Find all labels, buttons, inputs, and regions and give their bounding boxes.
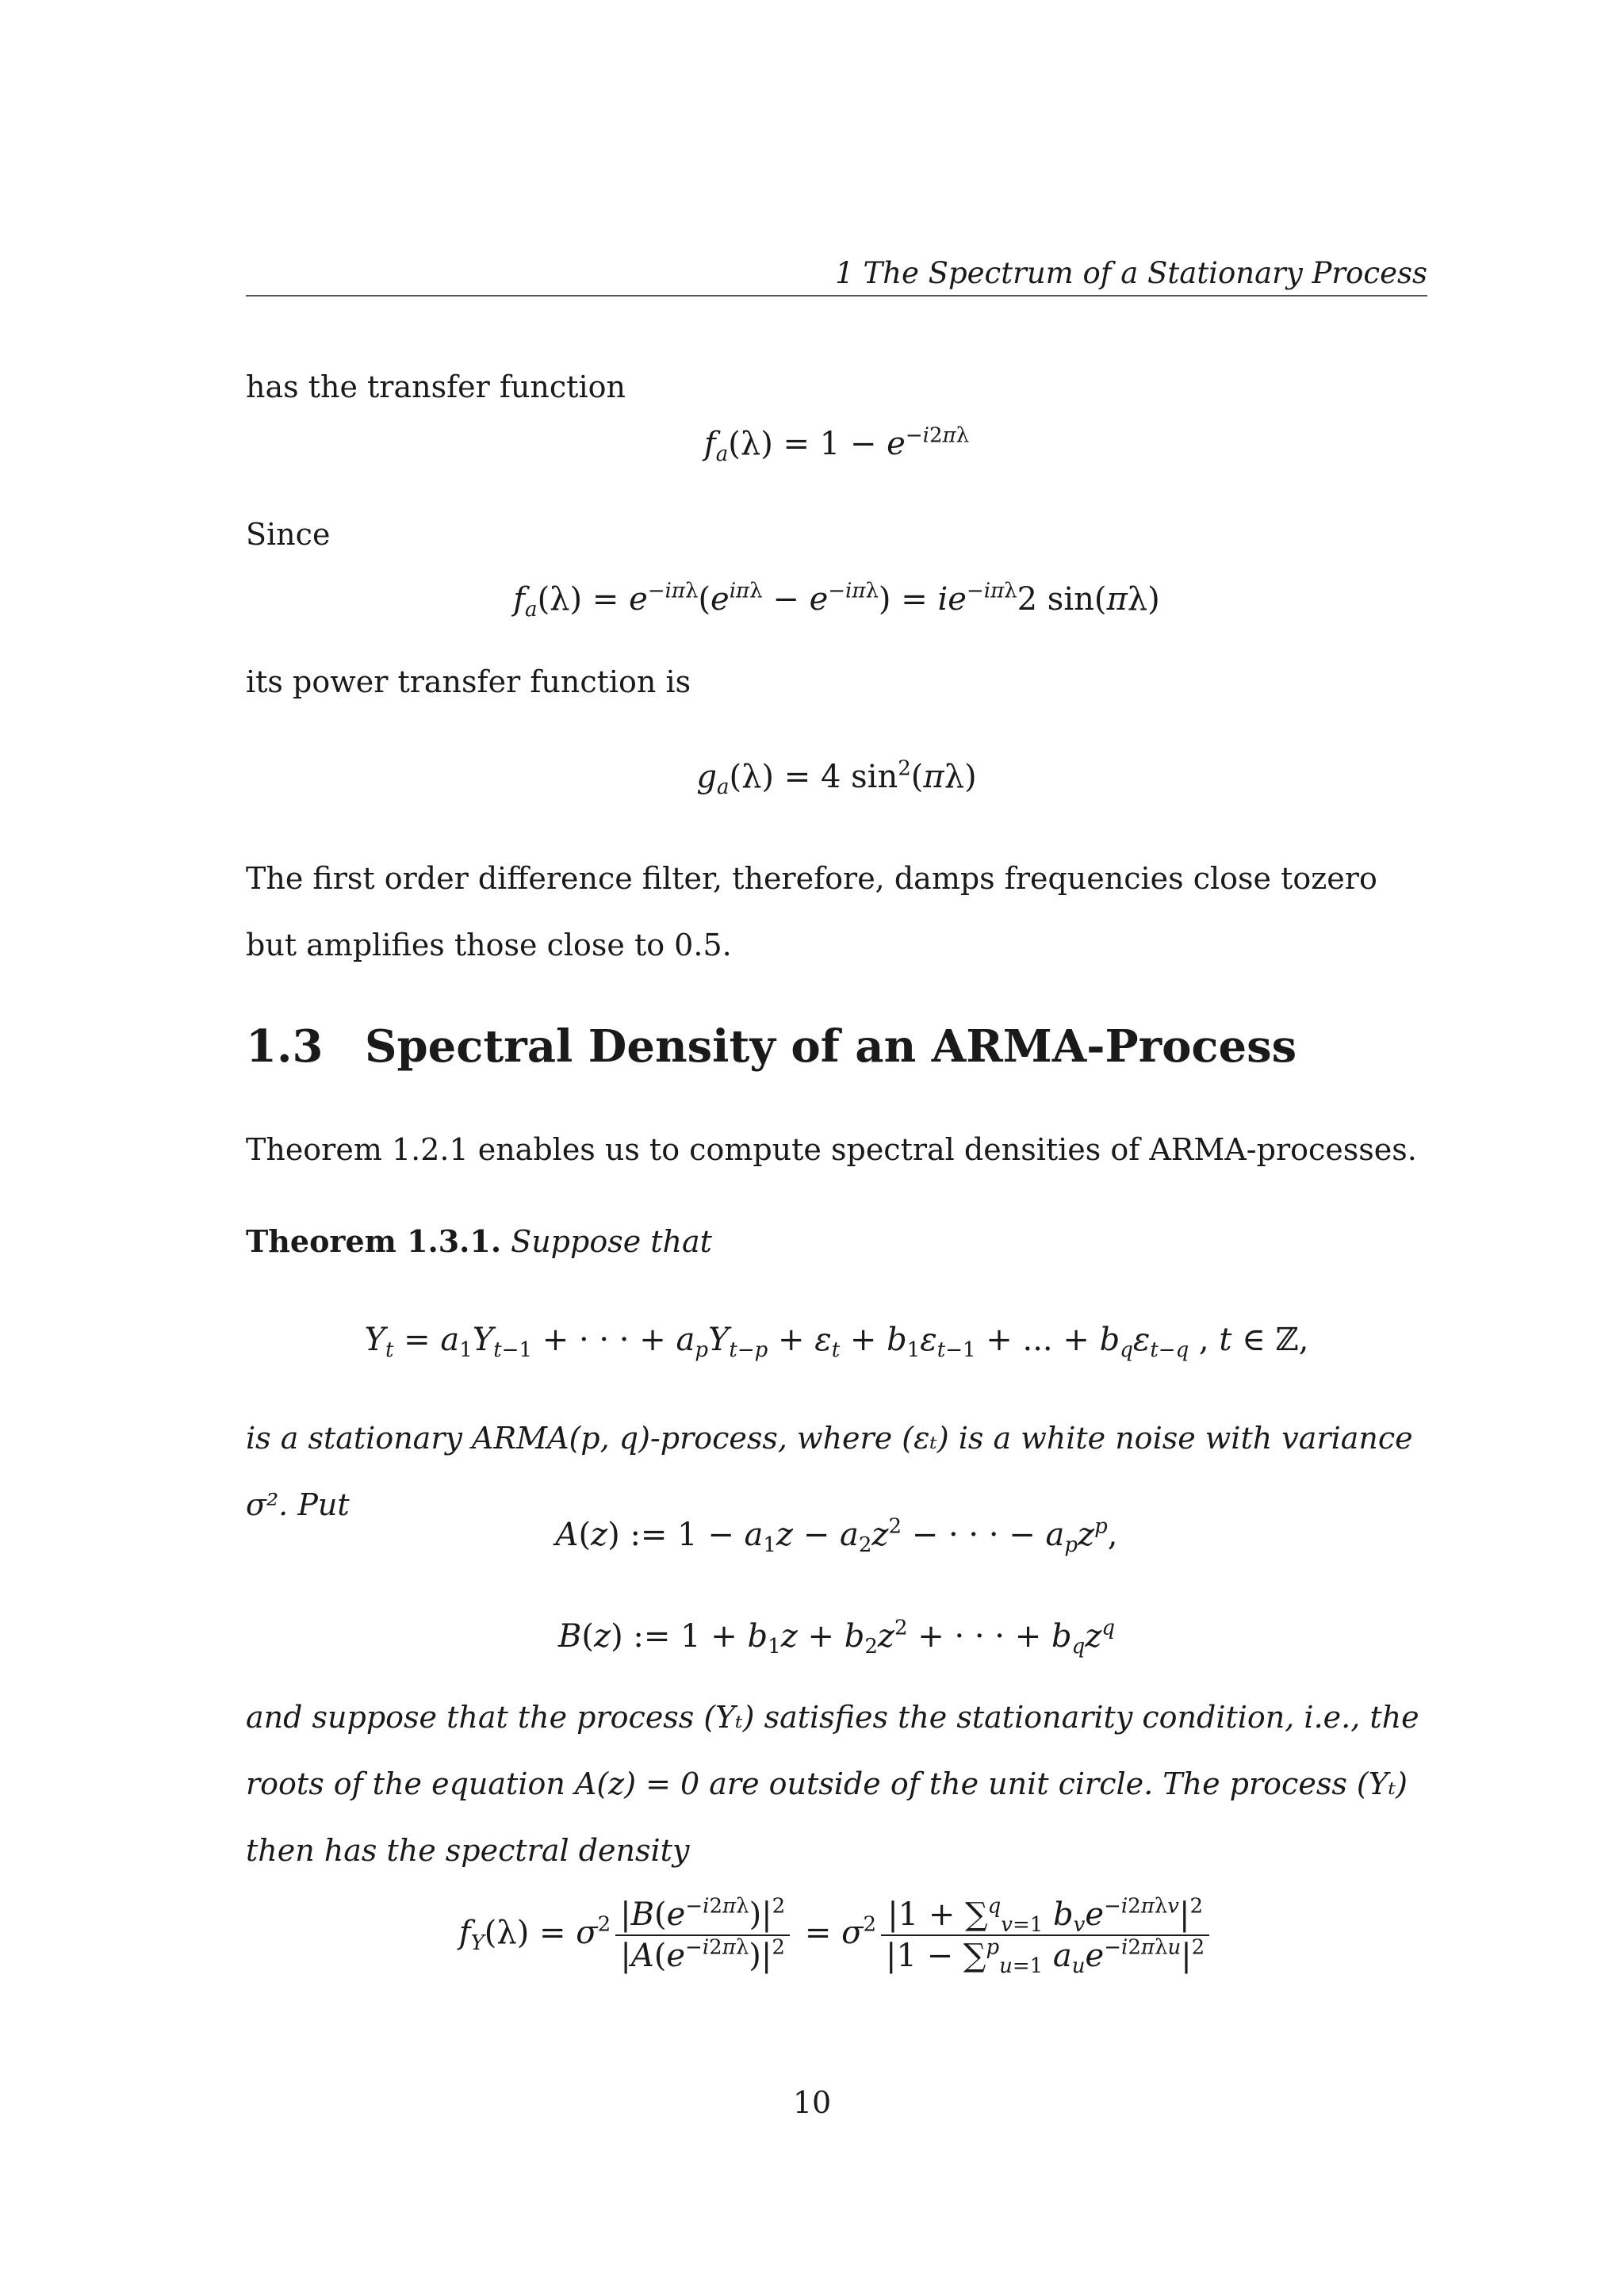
text-since: Since: [246, 517, 331, 552]
text-transfer-function: has the transfer function: [246, 369, 626, 404]
theorem-text-after-arma: is a stationary ARMA(p, q)-process, where (εₜ) is a white noise with variance σ². Put: [246, 1421, 1413, 1522]
theorem-label: Theorem 1.3.1.: [246, 1223, 502, 1259]
equation-arma: $Y_t = a_1Y_{t-1}$ + · · · + $a_pY_{t-p} + \varepsilon_t + b_1\varepsilon_{t-1}$ + ... + $b_q\varepsilon_{t-q}$ , t ∈ ℤ,: [364, 1322, 1309, 1362]
fraction-B-over-A: $\frac{|B(e^{-i2\pi\lambda})|^2}{|A(e^{-i2\pi\lambda})|^2}$: [615, 1895, 790, 1976]
section-title: Spectral Density of an ARMA-Process: [365, 1020, 1297, 1073]
equation-spectral-density: $f_Y(\lambda) = \sigma^2$ $\frac{|B(e^{-i2\pi\lambda})|^2}{|A(e^{-i2\pi\lambda})|^2}$ = $\sigma^2$ $\frac{|1 + \sum^q_{v=1} b_ve^{-i2\pi\lambda v}|^2}{|1 - \sum^p_{u=1} a_ue^{-i2\pi\lambda u}|^2}$: [246, 1895, 1427, 1976]
equation-power-transfer: $g_a(\lambda) = 4$ $\sin^2(\pi\lambda)$: [696, 756, 977, 799]
equation-B-polynomial: B(z) := $1 + b_1z + b_2z^2$ + · · · + $b_qz^q$: [558, 1616, 1115, 1659]
equation-transfer-function: $f_a(\lambda) = 1 - e^{-i2\pi\lambda}$: [703, 423, 970, 466]
theorem-conditions: and suppose that the process (Yₜ) satisfies the stationarity condition, i.e., the roots of the equation A(z) = 0 are outside of the unit circle. The process (Yₜ) then has the spectral density: [246, 1700, 1419, 1868]
section-number: 1.3: [246, 1020, 324, 1073]
equation-expansion: $f_a(\lambda) = e^{-i\pi\lambda}(e^{i\pi\lambda} - e^{-i\pi\lambda}) = ie^{-i\pi\lambda}2$ sin(πλ): [513, 579, 1160, 622]
running-header: [246, 252, 1427, 297]
fraction-sums: $\frac{|1 + \sum^q_{v=1} b_ve^{-i2\pi\lambda v}|^2}{|1 - \sum^p_{u=1} a_ue^{-i2\pi\lambda u}|^2}$: [881, 1895, 1209, 1976]
text-theorem-intro: Theorem 1.2.1 enables us to compute spectral densities of ARMA-processes.: [246, 1132, 1417, 1167]
section-heading: [246, 1015, 1297, 1078]
page-number: 10: [792, 2085, 832, 2120]
theorem-statement-start: [246, 1208, 1427, 1275]
text-power-transfer: its power transfer function is: [246, 664, 691, 699]
theorem-intro: Suppose that: [511, 1224, 712, 1259]
running-title: 1 The Spectrum of a Stationary Process: [835, 256, 1427, 290]
equation-A-polynomial: A(z) := $1 - a_1z - a_2z^2$ − · · · − $a_pz^p$,: [555, 1514, 1118, 1557]
text-difference-filter: The first order difference filter, therefore, damps frequencies close tozero but amplifies those close to 0.5.: [246, 861, 1377, 962]
